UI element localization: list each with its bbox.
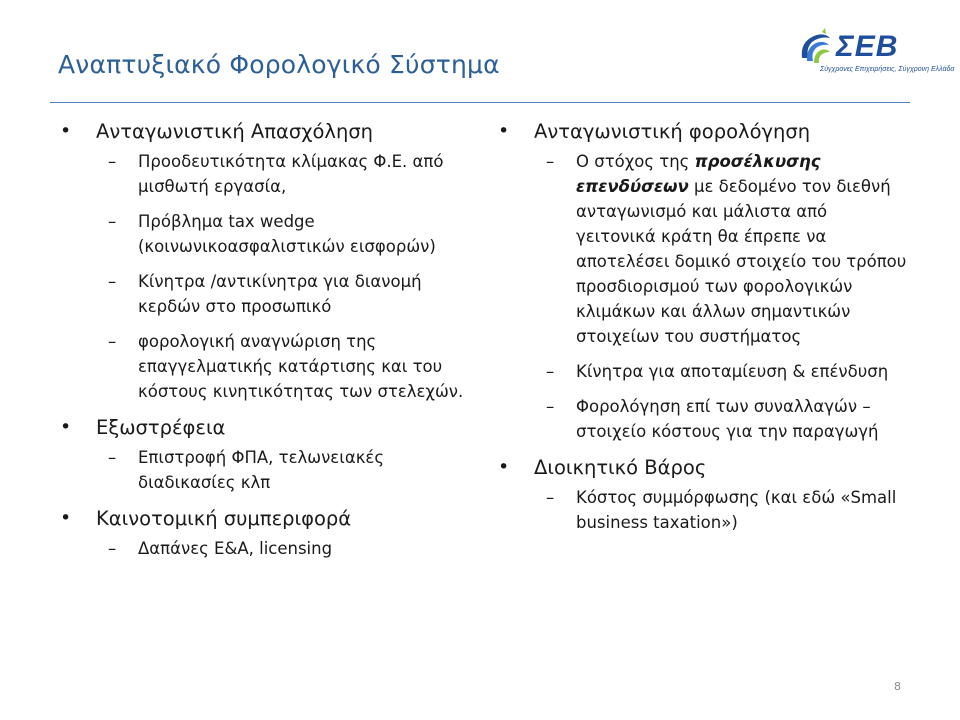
sub-item-text: Κίνητρα για αποταμίευση & επένδυση (576, 362, 889, 381)
dash-icon: – (108, 212, 117, 231)
title-divider (50, 102, 910, 103)
bullet-text: Εξωστρέφεια (96, 416, 226, 439)
bullet-dot-icon: • (498, 120, 510, 142)
dash-icon: – (108, 332, 117, 351)
sub-item (54, 445, 464, 495)
sub-item-text: Δαπάνες Ε&Α, licensing (138, 539, 333, 558)
dash-icon: – (108, 272, 117, 291)
page-number: 8 (894, 680, 901, 693)
bullet-text: Καινοτομική συμπεριφορά (96, 507, 352, 530)
logo-tagline: Σύγχρονες Επιχειρήσεις, Σύγχρονη Ελλάδα (820, 66, 955, 73)
dash-icon: – (108, 448, 117, 467)
sub-item (492, 359, 912, 384)
spiral-logo-icon (798, 28, 834, 66)
sub-item (54, 536, 464, 561)
seb-logo (798, 28, 955, 82)
sub-item-text: Πρόβλημα tax wedge (κοινωνικοασφαλιστικών εισφορών) (138, 212, 436, 256)
emphasis-text: προσέλκυσης επενδύσεων (576, 152, 821, 196)
right-column (492, 118, 912, 541)
dash-icon: – (546, 362, 555, 381)
dash-icon: – (546, 488, 555, 507)
bullet-heading (54, 505, 464, 532)
sub-item-text: Επιστροφή ΦΠΑ, τελωνειακές διαδικασίες κλπ (138, 448, 385, 492)
left-column (54, 118, 464, 571)
sub-item-rest: με δεδομένο τον διεθνή ανταγωνισμό και μάλιστα από γειτονικά κράτη θα έπρεπε να αποτελέσει δομικό στοιχείο του τρόπου προσδιορισμού των φορολογικών κλιμάκων και άλλων σημαντικών στοιχείων του συστήματος (576, 177, 907, 346)
bullet-heading (54, 118, 464, 145)
bullet-dot-icon: • (498, 456, 510, 478)
sub-item (54, 269, 464, 319)
sub-item-text (576, 152, 906, 346)
bullet-heading (54, 414, 464, 441)
sub-item-text: Κόστος συμμόρφωσης (και εδώ «Small business taxation») (576, 488, 897, 532)
bullet-dot-icon: • (60, 120, 72, 142)
bullet-text: Ανταγωνιστική φορολόγηση (534, 120, 811, 143)
sub-item-text: Κίνητρα /αντικίνητρα για διανομή κερδών στο προσωπικό (138, 272, 422, 316)
sub-item (54, 209, 464, 259)
sub-item-text: Φορολόγηση επί των συναλλαγών – στοιχείο κόστους για την παραγωγή (576, 397, 879, 441)
sub-item (492, 394, 912, 444)
sub-item (54, 329, 464, 404)
bullet-heading (492, 118, 912, 145)
slide-title: Αναπτυξιακό Φορολογικό Σύστημα (58, 50, 500, 79)
bullet-heading (492, 454, 912, 481)
bullet-text: Διοικητικό Βάρος (534, 456, 707, 479)
logo-wordmark: ΣΕΒ (836, 30, 899, 63)
bullet-text: Ανταγωνιστική Απασχόληση (96, 120, 374, 143)
sub-item-text: φορολογική αναγνώριση της επαγγελματικής κατάρτισης και του κόστους κινητικότητας των στελεχών. (138, 332, 464, 401)
sub-item (492, 485, 912, 535)
bullet-dot-icon: • (60, 507, 72, 529)
sub-item-text: Προοδευτικότητα κλίμακας Φ.Ε. από μισθωτή εργασία, (138, 152, 444, 196)
sub-item-lead: Ο στόχος της (576, 152, 695, 171)
dash-icon: – (108, 539, 117, 558)
sub-item (54, 149, 464, 199)
dash-icon: – (546, 397, 555, 416)
bullet-dot-icon: • (60, 416, 72, 438)
dash-icon: – (108, 152, 117, 171)
sub-item (492, 149, 912, 349)
dash-icon: – (546, 152, 555, 171)
